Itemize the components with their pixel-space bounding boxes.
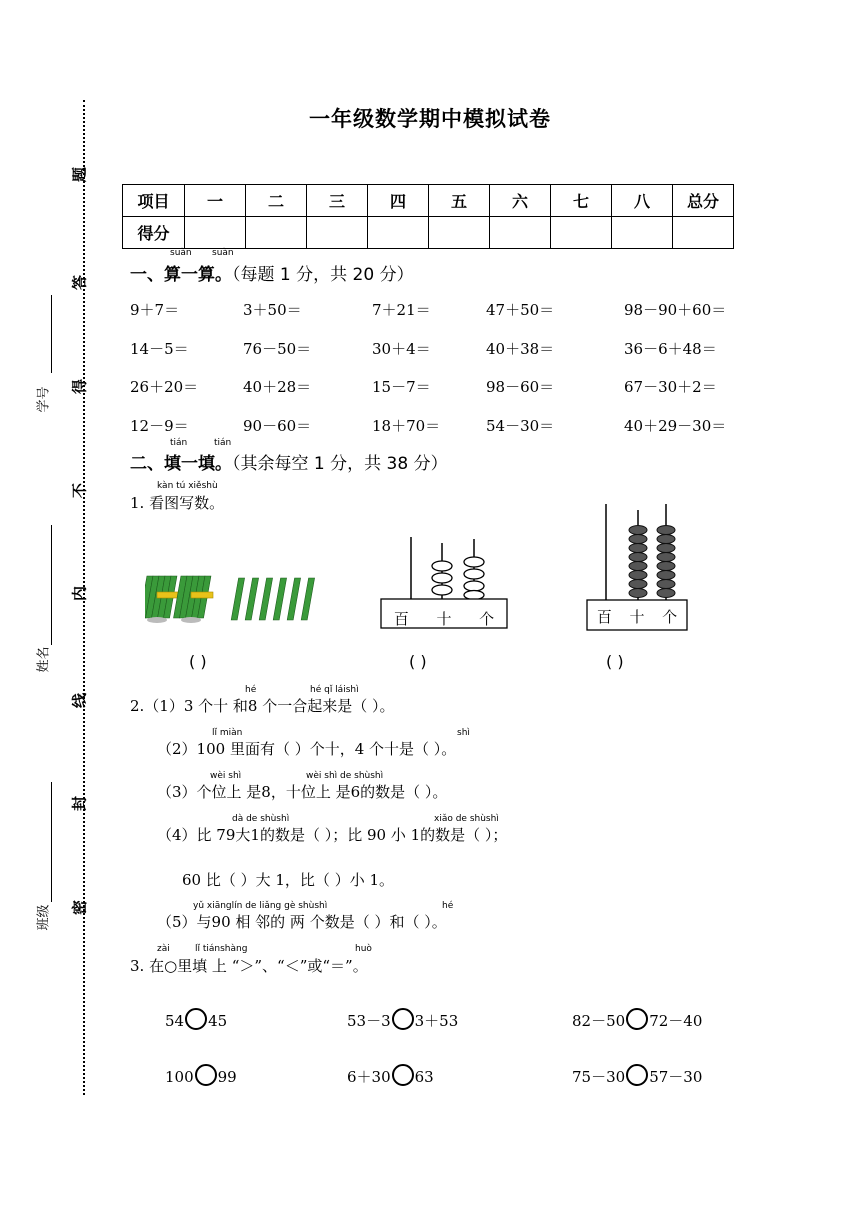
compare-right: 99	[217, 1068, 237, 1086]
score-cell[interactable]	[185, 217, 246, 249]
question-2-5: （5）与90 相 邻的 两 个数是（ ）和（ ）。	[157, 913, 447, 931]
score-table-score-row	[123, 217, 734, 249]
place-label-tens: 十	[629, 608, 645, 626]
calc-item: 9＋7＝	[130, 301, 180, 319]
table-header-cell: 四	[368, 185, 429, 217]
stick-bundle	[174, 576, 213, 623]
question-3: 3. 在○里填 上 “＞”、“＜”或“＝”。	[130, 957, 368, 975]
student-id-line	[51, 295, 52, 373]
compare-item	[165, 1008, 227, 1030]
compare-right: 72－40	[649, 1012, 703, 1030]
calc-item: 15－7＝	[372, 378, 431, 396]
question-2-4: （4）比 79大1的数是（ ）；比 90 小 1的数是（ ）；	[157, 826, 508, 844]
calc-item: 14－5＝	[130, 340, 189, 358]
seal-char: 封	[70, 796, 89, 812]
compare-item	[572, 1064, 702, 1087]
calc-item: 12－9＝	[130, 417, 189, 435]
table-header-cell: 项目	[123, 185, 185, 217]
calc-item: 40＋28＝	[243, 378, 312, 396]
table-header-cell: 一	[185, 185, 246, 217]
answer-bracket[interactable]: ( )	[606, 652, 624, 671]
calc-item: 3＋50＝	[243, 301, 302, 319]
calc-item: 40＋38＝	[486, 340, 555, 358]
calc-item: 26＋20＝	[130, 378, 199, 396]
table-header-cell: 五	[429, 185, 490, 217]
seal-char: 答	[70, 275, 89, 291]
compare-left: 82－50	[572, 1012, 626, 1030]
score-table	[122, 184, 734, 249]
pinyin: suàn	[212, 248, 234, 258]
calc-item: 30＋4＝	[372, 340, 431, 358]
abacus-1-place-labels	[380, 608, 508, 629]
pinyin: xiǎo de shùshì	[434, 814, 499, 824]
section2-heading	[130, 449, 448, 474]
pinyin: dà de shùshì	[232, 814, 290, 824]
calc-item: 98－90＋60＝	[624, 301, 727, 319]
pinyin: wèi shì	[210, 771, 242, 781]
compare-left: 6＋30	[347, 1068, 391, 1086]
compare-circle[interactable]	[392, 1008, 414, 1030]
compare-left: 53－3	[347, 1012, 391, 1030]
compare-circle[interactable]	[392, 1064, 414, 1086]
answer-bracket[interactable]: ( )	[409, 652, 427, 671]
compare-right: 45	[208, 1012, 228, 1030]
calc-item: 7＋21＝	[372, 301, 431, 319]
table-header-cell: 三	[307, 185, 368, 217]
pinyin: tián	[170, 438, 188, 448]
pinyin: hé	[442, 901, 454, 911]
question-2-4-cont: 60 比（ ）大 1，比（ ）小 1。	[182, 871, 395, 889]
place-label-ones: 个	[662, 608, 678, 626]
seal-char: 题	[70, 167, 89, 183]
seal-char: 密	[70, 900, 89, 916]
loose-sticks	[231, 578, 314, 620]
calc-item: 18＋70＝	[372, 417, 441, 435]
section1-note: （每题 1 分，共 20 分）	[232, 265, 414, 285]
question-1: 1. 看图写数。	[130, 494, 225, 512]
score-cell[interactable]	[368, 217, 429, 249]
pinyin: wèi shì de shùshì	[306, 771, 384, 781]
calc-item: 54－30＝	[486, 417, 555, 435]
place-label-hundreds: 百	[596, 608, 612, 626]
pinyin: hé	[245, 685, 257, 695]
pinyin: kàn tú xiěshù	[157, 481, 218, 491]
pinyin: zài	[157, 944, 170, 954]
compare-circle[interactable]	[626, 1008, 648, 1030]
pinyin: lǐ miàn	[212, 728, 243, 738]
answer-bracket[interactable]: ( )	[189, 652, 207, 671]
seal-char: 不	[70, 483, 89, 499]
class-line	[51, 782, 52, 902]
compare-item	[572, 1008, 702, 1031]
calc-item: 98－60＝	[486, 378, 555, 396]
section2-title: 二、填一填。	[130, 454, 232, 474]
section2-note: （其余每空 1 分，共 38 分）	[232, 454, 448, 474]
seal-char: 内	[70, 586, 89, 602]
score-cell[interactable]	[429, 217, 490, 249]
pinyin: suàn	[170, 248, 192, 258]
calc-item: 40＋29－30＝	[624, 417, 727, 435]
table-header-cell: 二	[246, 185, 307, 217]
pinyin: huò	[355, 944, 372, 954]
question-2-1: 2.（1）3 个十 和8 个一合起来是（ ）。	[130, 697, 395, 715]
name-label: 姓名	[36, 646, 52, 673]
abacus-2-place-labels	[588, 606, 686, 627]
compare-circle[interactable]	[195, 1064, 217, 1086]
compare-right: 3＋53	[414, 1012, 459, 1030]
question-2-2: （2）100 里面有（ ）个十，4 个十是（ ）。	[157, 740, 457, 758]
compare-left: 75－30	[572, 1068, 626, 1086]
score-cell[interactable]	[246, 217, 307, 249]
name-line	[51, 525, 52, 645]
place-label-ones: 个	[479, 610, 495, 628]
class-label: 班级	[36, 904, 52, 931]
calc-item: 76－50＝	[243, 340, 312, 358]
pinyin: hé qǐ láishì	[310, 685, 359, 695]
seal-char: 线	[70, 693, 89, 709]
pinyin: tián	[214, 438, 232, 448]
compare-left: 54	[165, 1012, 185, 1030]
score-cell[interactable]	[673, 217, 734, 249]
score-cell[interactable]	[551, 217, 612, 249]
table-header-cell: 七	[551, 185, 612, 217]
score-cell[interactable]	[307, 217, 368, 249]
pinyin: shì	[457, 728, 470, 738]
page-title: 一年级数学期中模拟试卷	[309, 107, 551, 131]
question-2-3: （3）个位上 是8，十位上 是6的数是（ ）。	[157, 783, 448, 801]
calc-item: 90－60＝	[243, 417, 312, 435]
compare-circle[interactable]	[185, 1008, 207, 1030]
compare-right: 57－30	[649, 1068, 703, 1086]
place-label-tens: 十	[436, 610, 452, 628]
bundled-sticks-figure	[145, 570, 325, 625]
compare-item	[347, 1064, 434, 1087]
compare-right: 63	[414, 1068, 434, 1086]
calc-item: 36－6＋48＝	[624, 340, 717, 358]
compare-left: 100	[165, 1068, 194, 1086]
place-label-hundreds: 百	[393, 610, 409, 628]
section1-heading	[130, 260, 414, 285]
table-header-cell: 总分	[673, 185, 734, 217]
table-header-cell: 六	[490, 185, 551, 217]
score-table-header-row	[123, 185, 734, 217]
student-id-label: 学号	[36, 386, 52, 413]
score-row-label: 得分	[123, 217, 185, 249]
calc-item: 67－30＋2＝	[624, 378, 717, 396]
compare-item	[347, 1008, 458, 1031]
pinyin: yǔ xiānglín de liǎng gè shùshì	[193, 901, 328, 911]
section1-title: 一、算一算。	[130, 265, 232, 285]
compare-item	[165, 1064, 237, 1086]
score-cell[interactable]	[612, 217, 673, 249]
compare-circle[interactable]	[626, 1064, 648, 1086]
pinyin: lǐ tiánshàng	[195, 944, 248, 954]
score-cell[interactable]	[490, 217, 551, 249]
calc-item: 47＋50＝	[486, 301, 555, 319]
seal-char: 得	[70, 379, 89, 395]
table-header-cell: 八	[612, 185, 673, 217]
